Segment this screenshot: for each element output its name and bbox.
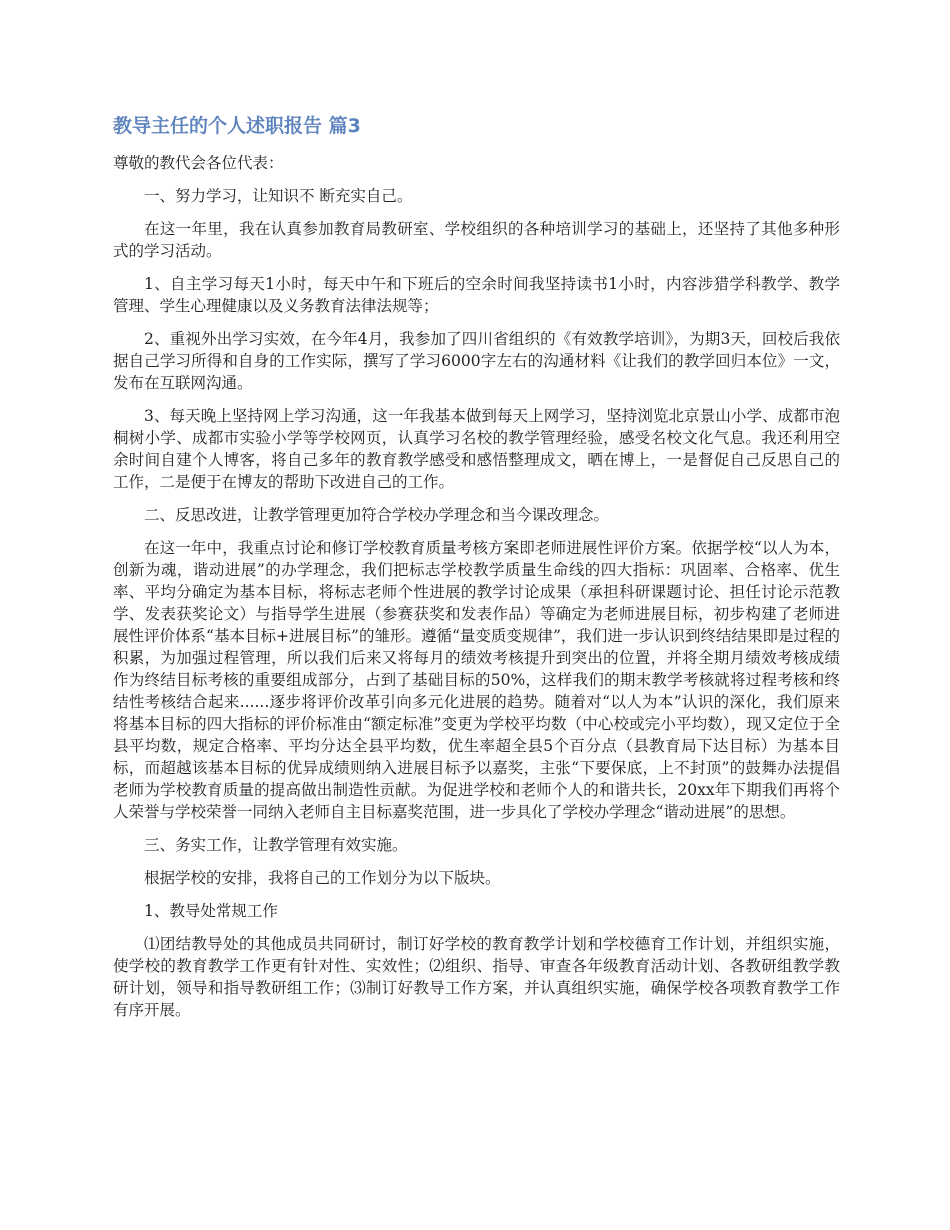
body-paragraph: ⑴团结教导处的其他成员共同研讨，制订好学校的教育教学计划和学校德育工作计划，并组织实施，使学校的教育教学工作更有针对性、实效性；⑵组织、指导、审查各年级教育活动计划、各教研组教学教研计划，领导和指导教研组工作；⑶制订好教导工作方案，并认真组织实施，确保学校各项教育教学工作有序开展。 [113, 935, 840, 1019]
body-paragraph: 根据学校的安排，我将自己的工作划分为以下版块。 [144, 869, 501, 887]
subsection-heading: 1、教导处常规工作 [144, 902, 278, 920]
document-title: 教导主任的个人述职报告 篇3 [113, 115, 361, 137]
body-paragraph: 在这一年里，我在认真参加教育局教研室、学校组织的各种培训学习的基础上，还坚持了其他多种形式的学习活动。 [113, 220, 840, 260]
salutation: 尊敬的教代会各位代表： [113, 154, 284, 172]
section-heading-1: 一、努力学习，让知识不 断充实自己。 [144, 187, 413, 205]
document-body [113, 152, 840, 1032]
body-paragraph: 3、每天晚上坚持网上学习沟通，这一年我基本做到每天上网学习，坚持浏览北京景山小学、成都市泡桐树小学、成都市实验小学等学校网页，认真学习名校的教学管理经验，感受名校文化气息。我还利用空余时间自建个人博客，将自己多年的教育教学感受和感悟整理成文，晒在博上，一是督促自己反思自己的工作，二是便于在博友的帮助下改进自己的工作。 [113, 407, 840, 491]
section-heading-3: 三、务实工作，让教学管理有效实施。 [144, 836, 408, 854]
document-page [113, 0, 840, 1230]
section-heading-2: 二、反思改进，让教学管理更加符合学校办学理念和当今课改理念。 [144, 506, 610, 524]
body-paragraph: 2、重视外出学习实效，在今年4月，我参加了四川省组织的《有效教学培训》，为期3天，回校后我依据自己学习所得和自身的工作实际，撰写了学习6000字左右的沟通材料《让我们的教学回归本位》一文，发布在互联网沟通。 [113, 330, 840, 392]
body-paragraph: 1、自主学习每天1小时，每天中午和下班后的空余时间我坚持读书1小时，内容涉猎学科教学、教学管理、学生心理健康以及义务教育法律法规等； [113, 275, 840, 315]
body-paragraph: 在这一年中，我重点讨论和修订学校教育质量考核方案即老师进展性评价方案。依据学校“以人为本，创新为魂，谐动进展”的办学理念，我们把标志学校教学质量生命线的四大指标：巩固率、合格率、优生率、平均分确定为基本目标，将标志老师个性进展的教学讨论成果（承担科研课题讨论、担任讨论示范教学、发表获奖论文）与指导学生进展（参赛获奖和发表作品）等确定为老师进展目标，初步构建了老师进展性评价体系“基本目标+进展目标”的雏形。遵循“量变质变规律”，我们进一步认识到终结结果即是过程的积累，为加强过程管理，所以我们后来又将每月的绩效考核提升到突出的位置，并将全期月绩效考核成绩作为终结目标考核的重要组成部分，占到了基础目标的50%，这样我们的期末教学考核就将过程考核和终结性考核结合起来......逐步将评价改革引向多元化进展的趋势。随着对“以人为本”认识的深化，我们原来将基本目标的四大指标的评价标准由“额定标准”变更为学校平均数（中心校或完小平均数），现又定位于全县平均数，规定合格率、平均分达全县平均数，优生率超全县5个百分点（县教育局下达目标）为基本目标，而超越该基本目标的优异成绩则纳入进展目标予以嘉奖，主张“下要保底，上不封顶”的鼓舞办法提倡老师为学校教育质量的提高做出制造性贡献。为促进学校和老师个人的和谐共长，20xx年下期我们再将个人荣誉与学校荣誉一同纳入老师自主目标嘉奖范围，进一步具化了学校办学理念“谐动进展”的思想。 [113, 539, 840, 821]
